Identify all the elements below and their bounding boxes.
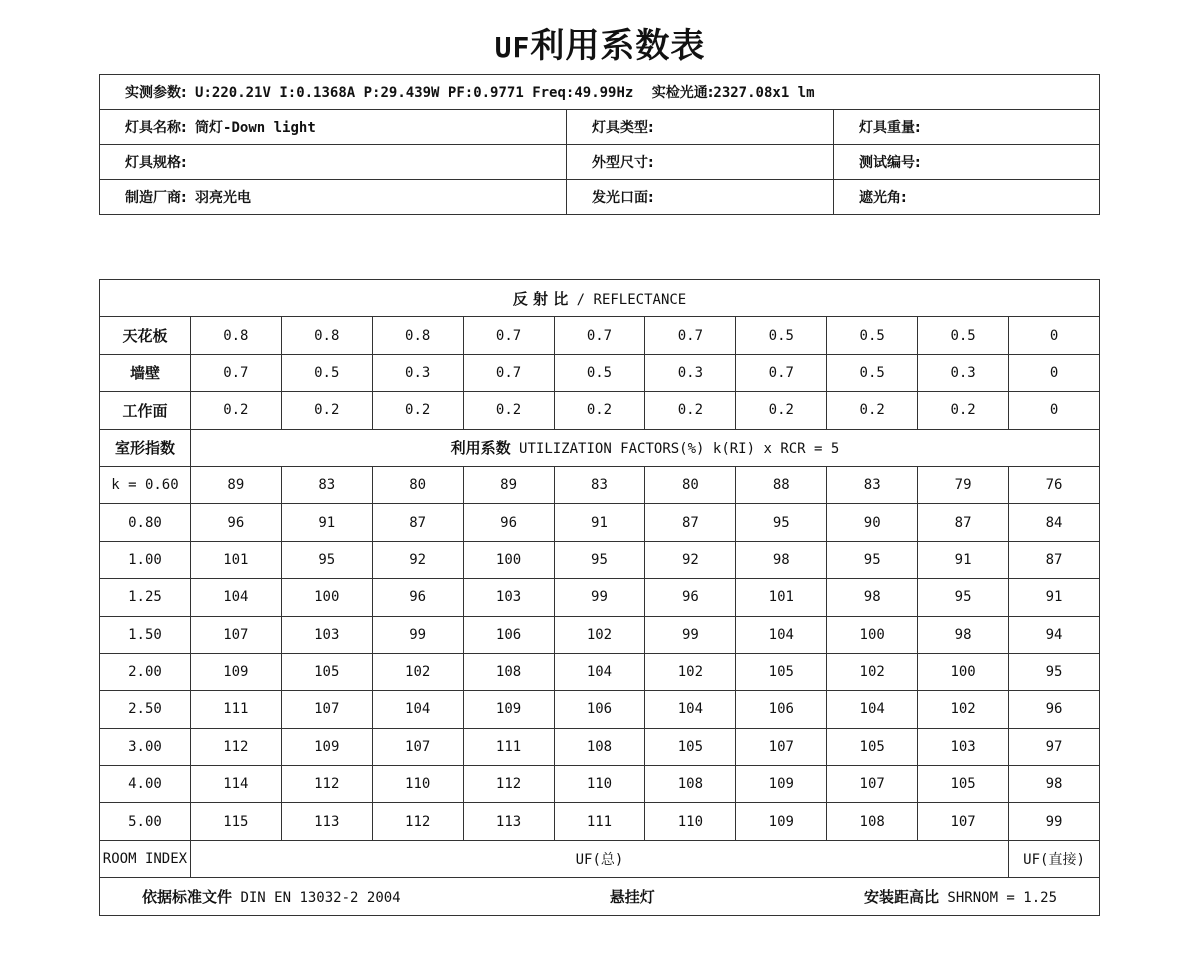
reflectance-value: 0.3	[372, 354, 463, 391]
reflectance-value: 0	[1009, 354, 1100, 391]
info-label: 灯具名称:	[125, 120, 187, 136]
uf-value: 102	[554, 616, 645, 653]
reflectance-value: 0.5	[554, 354, 645, 391]
uf-value: 100	[918, 653, 1009, 690]
uf-value: 100	[827, 616, 918, 653]
info-cell	[567, 145, 834, 180]
wall-label: 墙壁	[100, 354, 191, 391]
measured-params-cell	[100, 75, 1100, 110]
luminaire-info-table	[99, 74, 1100, 215]
reflectance-value: 0.2	[281, 392, 372, 429]
info-label: 发光口面:	[592, 190, 654, 206]
room-index-footer-row	[100, 840, 1100, 877]
uf-value: 108	[554, 728, 645, 765]
uf-value: 107	[736, 728, 827, 765]
info-label: 灯具重量:	[859, 120, 921, 136]
uf-value: 107	[918, 803, 1009, 840]
uf-value: 87	[1009, 541, 1100, 578]
uf-value: 113	[281, 803, 372, 840]
mount-type: 悬挂灯	[609, 887, 655, 906]
page-title-main: 利用系数表	[530, 26, 706, 66]
uf-value: 100	[463, 541, 554, 578]
reflectance-value: 0.2	[463, 392, 554, 429]
reflectance-value: 0.5	[827, 354, 918, 391]
uf-value: 89	[463, 466, 554, 503]
uf-value: 107	[190, 616, 281, 653]
uf-value: 112	[372, 803, 463, 840]
uf-value: 97	[1009, 728, 1100, 765]
uf-value: 83	[827, 466, 918, 503]
uf-value: 103	[281, 616, 372, 653]
reflectance-value: 0	[1009, 317, 1100, 354]
uf-value: 111	[463, 728, 554, 765]
reflectance-value: 0.2	[372, 392, 463, 429]
info-label: 灯具规格:	[125, 155, 187, 171]
reflectance-value: 0.5	[918, 317, 1009, 354]
ratio-value: SHRNOM = 1.25	[947, 889, 1057, 906]
info-label: 遮光角:	[859, 190, 907, 206]
ratio-label: 安装距高比	[863, 887, 939, 906]
info-label: 外型尺寸:	[592, 155, 654, 171]
uf-value: 110	[645, 803, 736, 840]
standard-footer-row	[100, 878, 1100, 915]
uf-data-row	[100, 616, 1100, 653]
info-label: 灯具类型:	[592, 120, 654, 136]
page-title-prefix: UF	[494, 31, 531, 64]
room-index-value: k = 0.60	[100, 466, 191, 503]
reflectance-value: 0.2	[827, 392, 918, 429]
info-cell	[834, 180, 1100, 215]
uf-value: 105	[281, 653, 372, 690]
uf-value: 104	[554, 653, 645, 690]
uf-value: 113	[463, 803, 554, 840]
room-index-label: 室形指数	[100, 429, 191, 466]
uf-value: 91	[1009, 579, 1100, 616]
reflectance-header	[100, 280, 1100, 317]
standard-footer-content	[100, 886, 1099, 907]
uf-data-row	[100, 728, 1100, 765]
uf-data-row	[100, 766, 1100, 803]
uf-data-row	[100, 541, 1100, 578]
uf-value: 91	[554, 504, 645, 541]
uf-header-en: UTILIZATION FACTORS(%) k(RI) x RCR = 5	[519, 441, 840, 458]
uf-value: 107	[372, 728, 463, 765]
uf-value: 91	[918, 541, 1009, 578]
uf-value: 95	[918, 579, 1009, 616]
uf-value: 91	[281, 504, 372, 541]
uf-value: 87	[918, 504, 1009, 541]
standard-label: 依据标准文件	[142, 887, 233, 906]
uf-value: 99	[372, 616, 463, 653]
reflectance-value: 0.5	[827, 317, 918, 354]
reflectance-value: 0.7	[645, 317, 736, 354]
uf-value: 107	[827, 766, 918, 803]
uf-value: 109	[736, 803, 827, 840]
info-cell	[834, 110, 1100, 145]
uf-data-row	[100, 803, 1100, 840]
uf-value: 89	[190, 466, 281, 503]
info-label: 测试编号:	[859, 155, 921, 171]
uf-value: 104	[190, 579, 281, 616]
ceiling-label: 天花板	[100, 317, 191, 354]
uf-header	[190, 429, 1099, 466]
uf-value: 96	[645, 579, 736, 616]
uf-value: 95	[736, 504, 827, 541]
info-cell	[567, 180, 834, 215]
standard-group	[142, 886, 401, 907]
uf-value: 95	[554, 541, 645, 578]
uf-value: 92	[372, 541, 463, 578]
uf-value: 104	[372, 691, 463, 728]
room-index-value: 1.00	[100, 541, 191, 578]
info-cell	[567, 110, 834, 145]
uf-value: 109	[736, 766, 827, 803]
room-index-value: 0.80	[100, 504, 191, 541]
uf-value: 84	[1009, 504, 1100, 541]
uf-value: 106	[736, 691, 827, 728]
room-index-value: 1.50	[100, 616, 191, 653]
reflectance-value: 0.3	[645, 354, 736, 391]
uf-direct-label: UF(直接)	[1009, 840, 1100, 877]
info-label: 制造厂商:	[125, 190, 187, 206]
reflectance-header-row	[100, 280, 1100, 317]
uf-value: 80	[645, 466, 736, 503]
reflectance-label-en: / REFLECTANCE	[576, 291, 687, 308]
uf-value: 115	[190, 803, 281, 840]
uf-value: 104	[645, 691, 736, 728]
reflectance-value: 0.2	[554, 392, 645, 429]
room-index-value: 2.50	[100, 691, 191, 728]
uf-value: 99	[645, 616, 736, 653]
uf-data-row	[100, 504, 1100, 541]
uf-value: 110	[554, 766, 645, 803]
reflectance-value: 0.2	[918, 392, 1009, 429]
uf-value: 112	[281, 766, 372, 803]
info-value: 筒灯-Down light	[195, 120, 316, 136]
uf-value: 98	[736, 541, 827, 578]
room-index-value: 2.00	[100, 653, 191, 690]
page-title	[0, 18, 1200, 67]
uf-value: 96	[463, 504, 554, 541]
ceiling-reflectance-row	[100, 317, 1100, 354]
info-cell	[100, 145, 567, 180]
reflectance-value: 0	[1009, 392, 1100, 429]
uf-total-label: UF(总)	[190, 840, 1008, 877]
uf-value: 88	[736, 466, 827, 503]
uf-value: 114	[190, 766, 281, 803]
uf-value: 110	[372, 766, 463, 803]
uf-value: 109	[190, 653, 281, 690]
reflectance-value: 0.7	[736, 354, 827, 391]
uf-value: 108	[645, 766, 736, 803]
uf-value: 109	[281, 728, 372, 765]
uf-value: 102	[918, 691, 1009, 728]
uf-value: 101	[190, 541, 281, 578]
work-plane-label: 工作面	[100, 392, 191, 429]
uf-value: 95	[281, 541, 372, 578]
uf-value: 108	[827, 803, 918, 840]
info-value: 羽亮光电	[195, 190, 252, 206]
reflectance-value: 0.2	[645, 392, 736, 429]
uf-value: 102	[372, 653, 463, 690]
uf-data-row	[100, 691, 1100, 728]
uf-header-cn: 利用系数	[450, 439, 511, 458]
standard-footer	[100, 878, 1100, 915]
reflectance-value: 0.8	[372, 317, 463, 354]
info-row	[100, 180, 1100, 215]
uf-data-row	[100, 653, 1100, 690]
uf-value: 105	[918, 766, 1009, 803]
room-index-value: 5.00	[100, 803, 191, 840]
uf-value: 109	[463, 691, 554, 728]
reflectance-value: 0.5	[281, 354, 372, 391]
uf-value: 94	[1009, 616, 1100, 653]
uf-data-row	[100, 466, 1100, 503]
flux-label: 实检光通:	[651, 85, 714, 101]
uf-value: 106	[554, 691, 645, 728]
info-row	[100, 110, 1100, 145]
room-index-value: 1.25	[100, 579, 191, 616]
reflectance-value: 0.7	[463, 354, 554, 391]
room-index-value: 4.00	[100, 766, 191, 803]
ratio-group	[864, 886, 1057, 907]
reflectance-value: 0.7	[190, 354, 281, 391]
reflectance-value: 0.5	[736, 317, 827, 354]
reflectance-value: 0.8	[190, 317, 281, 354]
uf-value: 92	[645, 541, 736, 578]
uf-value: 98	[827, 579, 918, 616]
uf-header-row	[100, 429, 1100, 466]
uf-value: 111	[554, 803, 645, 840]
utilization-factor-table	[99, 279, 1100, 916]
uf-value: 79	[918, 466, 1009, 503]
info-row	[100, 145, 1100, 180]
uf-value: 76	[1009, 466, 1100, 503]
uf-value: 101	[736, 579, 827, 616]
standard-value: DIN EN 13032-2 2004	[240, 889, 401, 906]
reflectance-value: 0.2	[190, 392, 281, 429]
reflectance-value: 0.3	[918, 354, 1009, 391]
info-cell	[100, 180, 567, 215]
wall-reflectance-row	[100, 354, 1100, 391]
reflectance-value: 0.2	[736, 392, 827, 429]
uf-value: 80	[372, 466, 463, 503]
uf-value: 98	[918, 616, 1009, 653]
uf-value: 103	[918, 728, 1009, 765]
measured-params-value: U:220.21V I:0.1368A P:29.439W PF:0.9771 Freq:49.99Hz	[195, 85, 634, 101]
reflectance-value: 0.7	[554, 317, 645, 354]
measured-row	[100, 75, 1100, 110]
uf-value: 102	[827, 653, 918, 690]
info-cell	[100, 110, 567, 145]
uf-value: 107	[281, 691, 372, 728]
uf-value: 83	[281, 466, 372, 503]
uf-value: 112	[463, 766, 554, 803]
uf-value: 104	[827, 691, 918, 728]
uf-value: 100	[281, 579, 372, 616]
uf-value: 103	[463, 579, 554, 616]
uf-value: 95	[827, 541, 918, 578]
uf-data-row	[100, 579, 1100, 616]
uf-value: 95	[1009, 653, 1100, 690]
uf-value: 105	[736, 653, 827, 690]
flux-value: 2327.08x1 lm	[713, 85, 815, 101]
uf-value: 99	[1009, 803, 1100, 840]
measured-params-label: 实测参数:	[125, 85, 187, 101]
reflectance-label-cn: 反 射 比	[512, 289, 569, 308]
uf-value: 90	[827, 504, 918, 541]
reflectance-value: 0.7	[463, 317, 554, 354]
mount-group	[610, 886, 655, 907]
uf-value: 83	[554, 466, 645, 503]
room-index-value: 3.00	[100, 728, 191, 765]
uf-value: 112	[190, 728, 281, 765]
uf-value: 111	[190, 691, 281, 728]
uf-value: 96	[190, 504, 281, 541]
uf-value: 105	[645, 728, 736, 765]
uf-value: 105	[827, 728, 918, 765]
uf-value: 98	[1009, 766, 1100, 803]
uf-table-body	[100, 280, 1100, 916]
uf-value: 108	[463, 653, 554, 690]
uf-value: 96	[372, 579, 463, 616]
uf-value: 102	[645, 653, 736, 690]
uf-value: 99	[554, 579, 645, 616]
uf-value: 87	[372, 504, 463, 541]
uf-value: 87	[645, 504, 736, 541]
info-cell	[834, 145, 1100, 180]
uf-value: 96	[1009, 691, 1100, 728]
work-plane-reflectance-row	[100, 392, 1100, 429]
uf-value: 106	[463, 616, 554, 653]
room-index-en-label: ROOM INDEX	[100, 840, 191, 877]
reflectance-value: 0.8	[281, 317, 372, 354]
uf-value: 104	[736, 616, 827, 653]
